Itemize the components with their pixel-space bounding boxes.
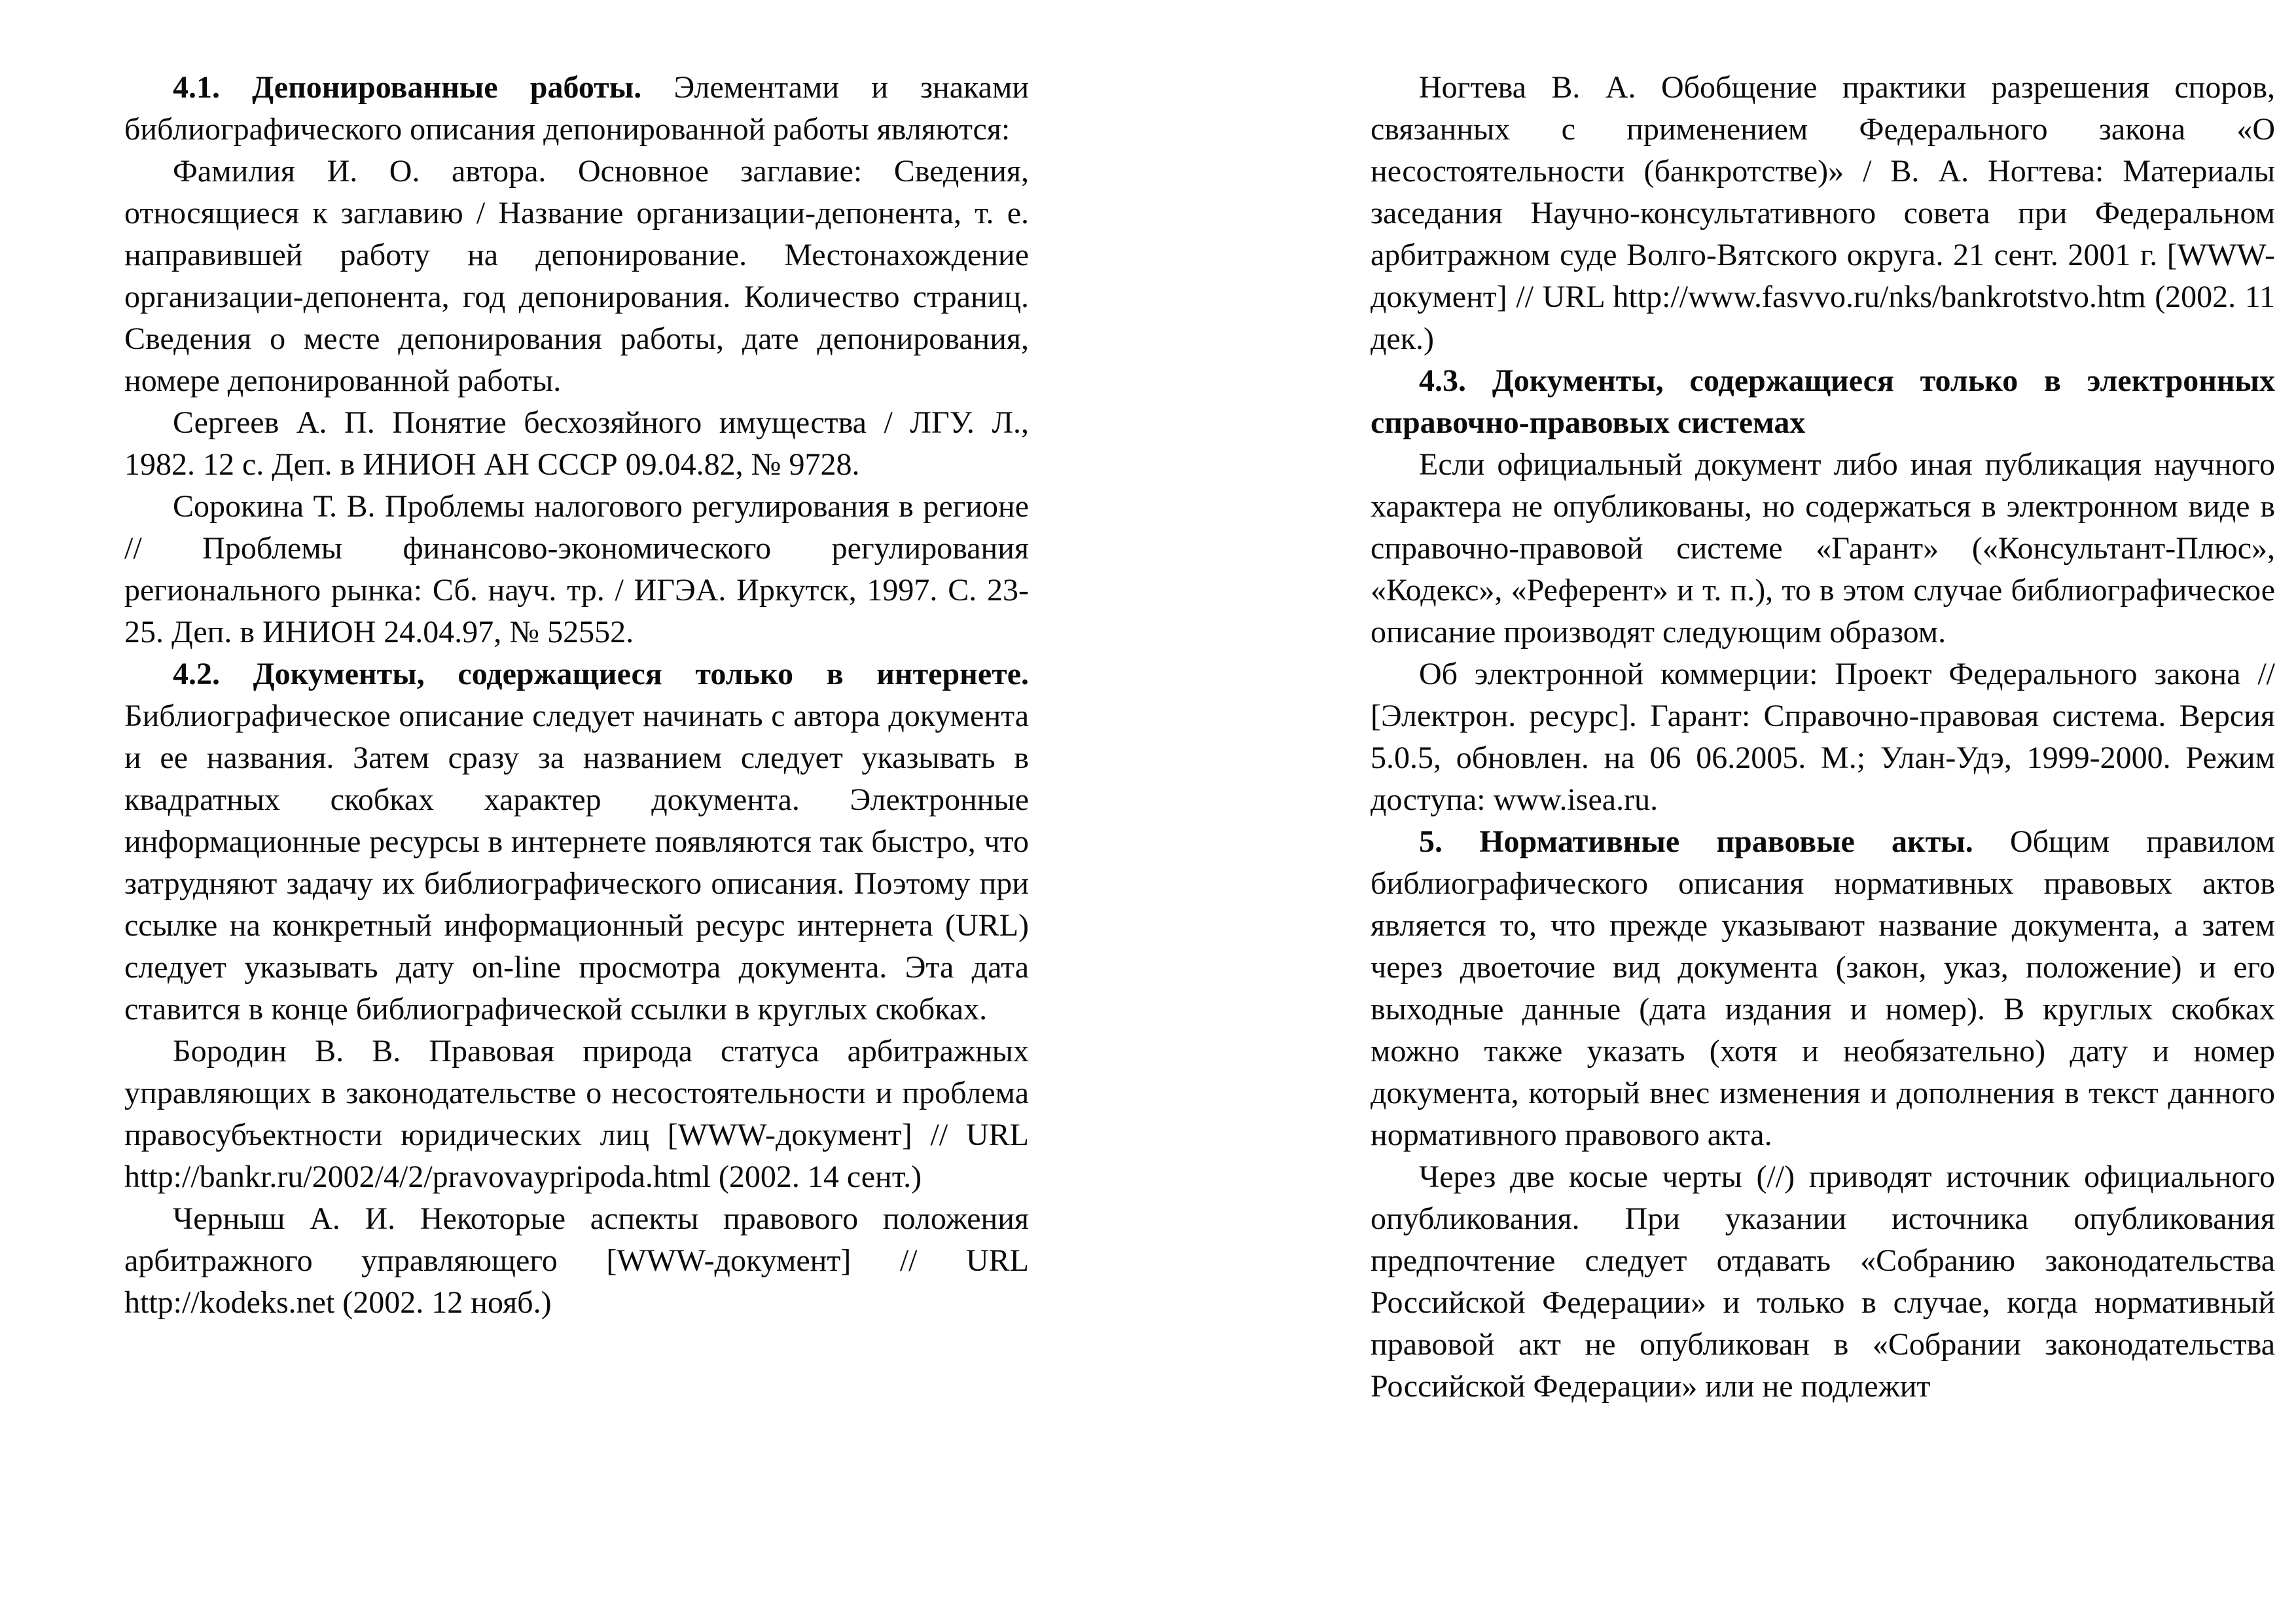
paragraph (124, 486, 1029, 653)
paragraph-text: Через две косые черты (//) приводят источник официального опубликования. При указании источника опубликования предпочтение следует отдавать «Собранию законодательства Российской Федерации» и только в случае, когда нормативный правовой акт не опубликован в «Собрании законодательства Российской Федерации» или не подлежит (1371, 1159, 2275, 1404)
section-heading: 4.2. Документы, содержащиеся только в интернете. (173, 657, 1029, 691)
paragraph-text: Бородин В. В. Правовая природа статуса арбитражных управляющих в законодательстве о несостоятельности и проблема правосубъектности юридических лиц [WWW-документ] // URL http://bankr.ru/2002/4/2/pravovaypripoda.html (2002. 14 сент.) (124, 1034, 1029, 1194)
section-heading: 5. Нормативные правовые акты. (1419, 824, 1973, 859)
paragraph (124, 1030, 1029, 1198)
paragraph-text: Черныш А. И. Некоторые аспекты правового положения арбитражного управляющего [WWW-документ] // URL http://kodeks.net (2002. 12 нояб.) (124, 1201, 1029, 1320)
paragraph (124, 653, 1029, 1030)
paragraph (124, 402, 1029, 486)
paragraph (124, 67, 1029, 151)
section-heading: 4.1. Депонированные работы. (173, 70, 642, 105)
paragraph (1371, 360, 2275, 444)
paragraph-text: Фамилия И. О. автора. Основное заглавие: Сведения, относящиеся к заглавию / Название организации-депонента, т. е. направившей работу на депонирование. Местонахождение организации-депонента, год депонирования. Количество страниц. Сведения о месте депонирования работы, дате депонирования, номере депонированной работы. (124, 154, 1029, 398)
paragraph-text: Сергеев А. П. Понятие бесхозяйного имущества / ЛГУ. Л., 1982. 12 с. Деп. в ИНИОН АН СССР 09.04.82, № 9728. (124, 405, 1029, 482)
paragraph-text: Об электронной коммерции: Проект Федерального закона // [Электрон. ресурс]. Гарант: Справочно-правовая система. Версия 5.0.5, обновлен. на 06 06.2005. М.; Улан-Удэ, 1999-2000. Режим доступа: www.isea.ru. (1371, 657, 2275, 817)
paragraph (124, 151, 1029, 402)
paragraph-text: Сорокина Т. В. Проблемы налогового регулирования в регионе // Проблемы финансово-экономического регулирования регионального рынка: Сб. науч. тр. / ИГЭА. Иркутск, 1997. С. 23-25. Деп. в ИНИОН 24.04.97, № 52552. (124, 489, 1029, 649)
paragraph-text: Элементами и знаками библиографического описания депонированной работы являются: (124, 70, 1030, 147)
paragraph-text: Ногтева В. А. Обобщение практики разрешения споров, связанных с применением Федерального закона «О несостоятельности (банкротстве)» / В. А. Ногтева: Материалы заседания Научно-консультативного совета при Федеральном арбитражном суде Волго-Вятского округа. 21 сент. 2001 г. [WWW-документ] // URL http://www.fasvvo.ru/nks/bankrotstvo.htm (2002. 11 дек.) (1371, 70, 2275, 356)
page-left (124, 67, 1029, 1324)
page-right (1371, 67, 2275, 1408)
paragraph (1371, 444, 2275, 653)
paragraph-text: Общим правилом библиографического описания нормативных правовых актов является то, что прежде указывают название документа, а затем через двоеточие вид документа (закон, указ, положение) и его выходные данные (дата издания и номер). В круглых скобках можно также указать (хотя и необязательно) дату и номер документа, который внес изменения и дополнения в текст данного нормативного правового акта. (1371, 824, 2275, 1152)
paragraph-text: Если официальный документ либо иная публикация научного характера не опубликованы, но содержаться в электронном виде в справочно-правовой системе «Гарант» («Консультант-Плюс», «Кодекс», «Референт» и т. п.), то в этом случае библиографическое описание производят следующим образом. (1371, 447, 2275, 649)
paragraph (1371, 1156, 2275, 1408)
section-heading: 4.3. Документы, содержащиеся только в электронных справочно-правовых системах (1371, 363, 2275, 440)
paragraph (124, 1198, 1029, 1324)
paragraph-text: Библиографическое описание следует начинать с автора документа и ее названия. Затем сразу за названием следует указывать в квадратных скобках характер документа. Электронные информационные ресурсы в интернете появляются так быстро, что затрудняют задачу их библиографического описания. Поэтому при ссылке на конкретный информационный ресурс интернета (URL) следует указывать дату on-line просмотра документа. Эта дата ставится в конце библиографической ссылки в круглых скобках. (124, 699, 1029, 1027)
paragraph (1371, 67, 2275, 360)
paragraph (1371, 653, 2275, 821)
paragraph (1371, 821, 2275, 1156)
